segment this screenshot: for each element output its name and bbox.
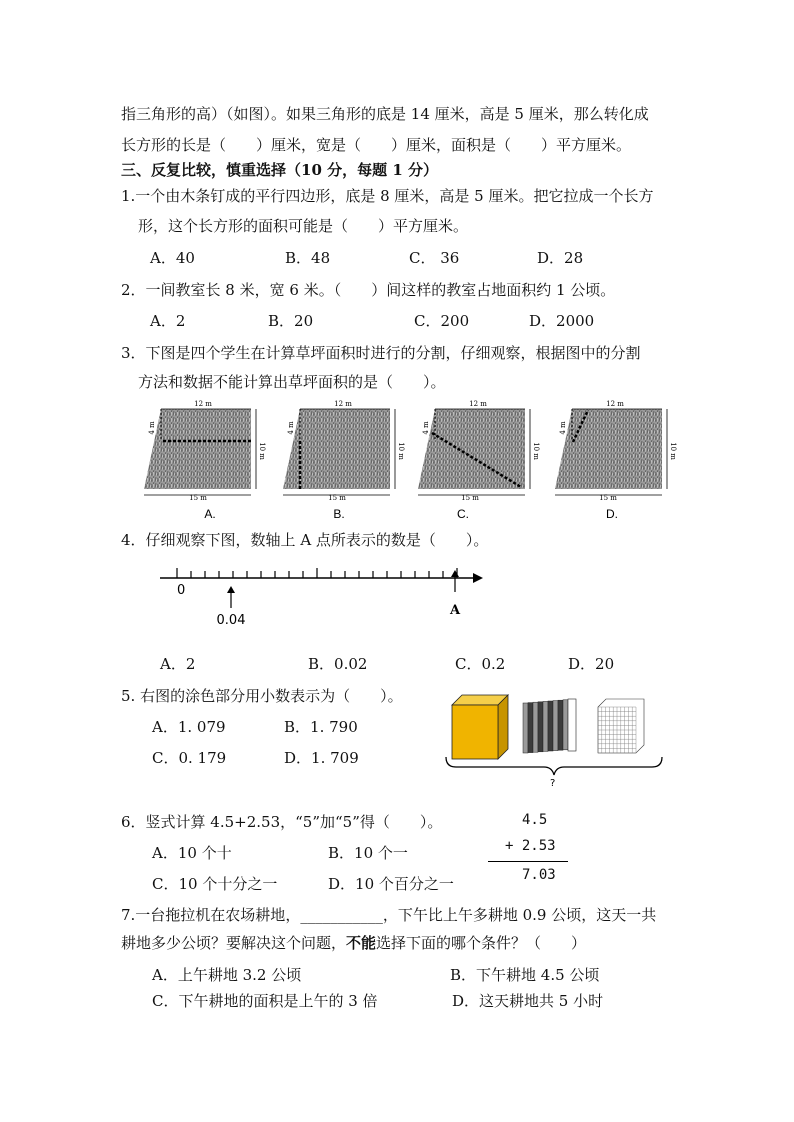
- fig-a-caption: A.: [204, 507, 216, 520]
- tenth-rod: [553, 701, 558, 751]
- vertical-result: 7.03: [522, 867, 556, 883]
- fig-d-caption: D.: [606, 507, 618, 520]
- number-line: [150, 560, 500, 630]
- q1-option-d: D．28: [537, 249, 584, 267]
- q3-stem-1: 3．下图是四个学生在计算草坪面积时进行的分割，仔细观察，根据图中的分割: [121, 344, 641, 362]
- arrow-up-icon: [227, 586, 235, 593]
- q7-stem-2a: 耕地多少公顷？要解决这个问题，: [121, 934, 347, 952]
- tenth-rod: [523, 703, 528, 753]
- q2-option-b: B．20: [268, 312, 314, 330]
- q2-stem: 2．一间教室长 8 米，宽 6 米。（ ）间这样的教室占地面积约 1 公顷。: [121, 281, 616, 299]
- tenth-rod: [568, 699, 576, 751]
- fig-b-caption: B.: [333, 507, 345, 520]
- tenth-rod: [528, 703, 533, 753]
- q7-option-a: A．上午耕地 3.2 公顷: [152, 966, 302, 984]
- q5-option-a: A．1. 079: [152, 718, 226, 736]
- brace: [446, 757, 662, 775]
- fig-a-top-label: 12 m: [194, 400, 212, 408]
- unit-cube: [452, 695, 508, 759]
- fig-d-bottom-label: 15 m: [599, 494, 617, 502]
- q6-option-b: B．10 个一: [328, 844, 408, 862]
- q3-stem-2b: 计算出草坪面积的是（ ）。: [243, 373, 446, 391]
- q7-emphasis: 不能: [346, 934, 377, 952]
- fig-a-right-label: 10 m: [258, 442, 266, 460]
- decimal-blocks: [440, 693, 670, 788]
- lawn-figure-c: [418, 400, 540, 520]
- fig-c-top-label: 12 m: [469, 400, 487, 408]
- q5-stem: 5. 右图的涂色部分用小数表示为（ ）。: [121, 687, 403, 705]
- lawn-figure-a: [144, 400, 266, 520]
- fig-d-top-label: 12 m: [606, 400, 624, 408]
- tenths-rods: [523, 699, 576, 753]
- q5-option-d: D．1. 709: [284, 749, 359, 767]
- cube-front: [452, 705, 498, 759]
- tenth-rod: [548, 701, 553, 751]
- tenth-rod: [533, 702, 538, 752]
- q7-stem-2: [121, 933, 586, 953]
- fig-c-caption: C.: [457, 507, 469, 520]
- q2-option-a: A．2: [150, 312, 186, 330]
- tenth-rod: [538, 702, 543, 752]
- intro-line-1: 指三角形的高）（如图）。如果三角形的底是 14 厘米，高是 5 厘米，那么转化成: [121, 105, 649, 123]
- q1-option-b: B．48: [285, 249, 331, 267]
- fig-b-top-label: 12 m: [334, 400, 352, 408]
- q4-option-c: C．0.2: [455, 655, 506, 673]
- q1-stem-1: 1.一个由木条钉成的平行四边形，底是 8 厘米，高是 5 厘米。把它拉成一个长方: [121, 187, 654, 205]
- q7-stem-2b: 选择下面的哪个条件？（ ）: [376, 934, 587, 952]
- q6-stem: 6．竖式计算 4.5+2.53，“5”加“5”得（ ）。: [121, 813, 443, 831]
- q6-option-d: D．10 个百分之一: [328, 875, 454, 893]
- q1-option-c: C． 36: [409, 249, 460, 267]
- q7-option-c: C．下午耕地的面积是上午的 3 倍: [152, 992, 378, 1010]
- vertical-line: [488, 861, 568, 862]
- q7-option-d: D．这天耕地共 5 小时: [452, 992, 604, 1010]
- brace-label: ?: [550, 778, 556, 788]
- q7-option-b: B．下午耕地 4.5 公顷: [450, 966, 600, 984]
- number-line-marker: 0.04: [216, 613, 246, 628]
- fig-a-bottom-label: 15 m: [189, 494, 207, 502]
- q4-option-d: D．20: [568, 655, 615, 673]
- q1-stem-2: 形，这个长方形的面积可能是（ ）平方厘米。: [138, 217, 469, 235]
- fig-c-right-label: 10 m: [532, 442, 540, 460]
- fig-b-left-label: 4 m: [287, 421, 295, 435]
- q2-option-c: C．200: [414, 312, 470, 330]
- q1-option-a: A．40: [150, 249, 195, 267]
- arrow-up-icon: [451, 570, 459, 577]
- number-line-ticks: [177, 568, 457, 578]
- q3-stem-2: [138, 372, 446, 392]
- number-line-zero: 0: [177, 583, 186, 598]
- fig-a-left-label: 4 m: [148, 421, 156, 435]
- fig-c-left-label: 4 m: [422, 421, 430, 435]
- q3-emphasis: 不能: [213, 373, 244, 391]
- lawn-figures: [140, 398, 700, 520]
- q2-option-d: D．2000: [529, 312, 595, 330]
- arrow-right-icon: [473, 573, 483, 583]
- q4-option-a: A．2: [160, 655, 196, 673]
- fig-d-right-label: 10 m: [669, 442, 677, 460]
- q7-stem-1: 7.一台拖拉机在农场耕地，___________，下午比上午多耕地 0.9 公顷，这天一共: [121, 906, 657, 924]
- q3-stem-2a: 方法和数据: [138, 373, 214, 391]
- q4-option-b: B．0.02: [308, 655, 368, 673]
- fig-d-left-label: 4 m: [559, 421, 567, 435]
- vertical-top: 4.5: [522, 812, 548, 828]
- q5-option-c: C．0. 179: [152, 749, 227, 767]
- intro-line-2: 长方形的长是（ ）厘米，宽是（ ）厘米，面积是（ ）平方厘米。: [121, 136, 632, 154]
- tenth-rod: [563, 700, 568, 750]
- vertical-add: + 2.53: [505, 838, 556, 854]
- q4-stem: 4．仔细观察下图，数轴上 A 点所表示的数是（ ）。: [121, 531, 489, 549]
- fig-b-right-label: 10 m: [397, 442, 405, 460]
- fig-b-bottom-label: 15 m: [328, 494, 346, 502]
- q6-option-a: A．10 个十: [152, 844, 232, 862]
- lawn-figure-d: [555, 400, 677, 520]
- tenth-rod: [543, 701, 548, 751]
- number-line-point-a: A: [449, 603, 461, 618]
- q5-option-b: B．1. 790: [284, 718, 358, 736]
- q6-option-c: C．10 个十分之一: [152, 875, 278, 893]
- tenth-rod: [558, 700, 563, 750]
- section-title: 三、反复比较，慎重选择（10 分，每题 1 分）: [121, 161, 438, 179]
- lawn-figure-b: [283, 400, 405, 520]
- hundredths-grid: [598, 699, 644, 753]
- fig-c-bottom-label: 15 m: [461, 494, 479, 502]
